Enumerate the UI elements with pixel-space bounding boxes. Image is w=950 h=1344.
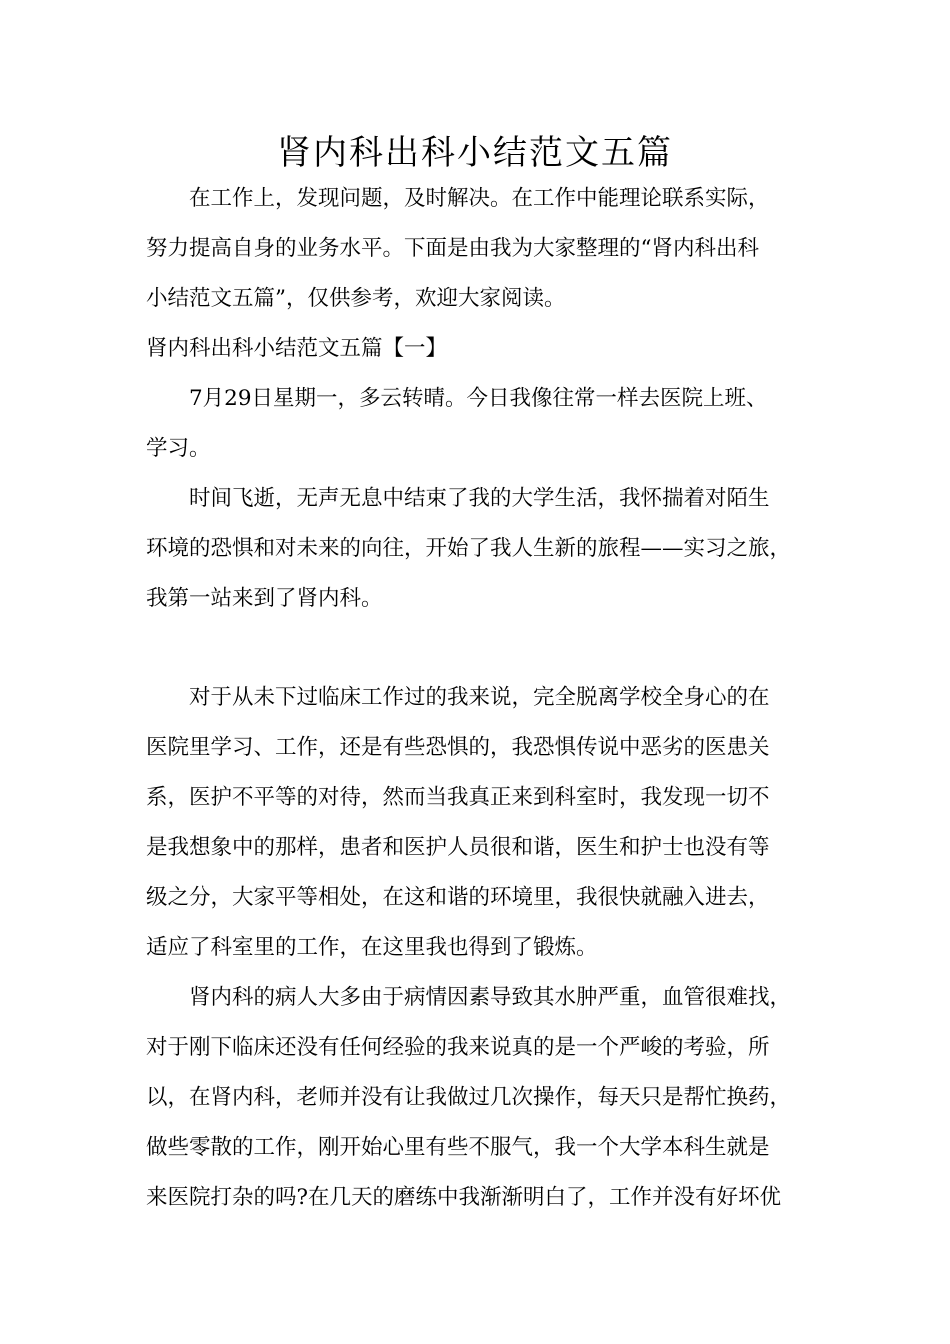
paragraph-line: 系，医护不平等的对待，然而当我真正来到科室时，我发现一切不: [146, 785, 770, 810]
paragraph-line: 我第一站来到了肾内科。: [146, 586, 383, 611]
paragraph-line: 小结范文五篇”，仅供参考，欢迎大家阅读。: [146, 286, 566, 311]
paragraph-line: 肾内科的病人大多由于病情因素导致其水肿严重，血管很难找，: [189, 985, 792, 1010]
paragraph-line: 医院里学习、工作，还是有些恐惧的，我恐惧传说中恶劣的医患关: [146, 735, 770, 760]
paragraph-line: 以，在肾内科，老师并没有让我做过几次操作，每天只是帮忙换药，: [146, 1085, 792, 1110]
paragraph-line: 做些零散的工作，刚开始心里有些不服气，我一个大学本科生就是: [146, 1135, 770, 1160]
paragraph-line: 适应了科室里的工作，在这里我也得到了锻炼。: [146, 935, 598, 960]
paragraph-line: 努力提高自身的业务水平。下面是由我为大家整理的“肾内科出科: [146, 236, 759, 261]
paragraph-line: 是我想象中的那样，患者和医护人员很和谐，医生和护士也没有等: [146, 835, 770, 860]
paragraph-line: 学习。: [146, 436, 211, 461]
paragraph-line: 环境的恐惧和对未来的向往，开始了我人生新的旅程——实习之旅，: [146, 536, 792, 561]
paragraph-line: 级之分，大家平等相处，在这和谐的环境里，我很快就融入进去，: [146, 885, 770, 910]
paragraph-line: 在工作上，发现问题，及时解决。在工作中能理论联系实际，: [189, 186, 770, 211]
paragraph-line: 来医院打杂的吗?在几天的磨练中我渐渐明白了，工作并没有好坏优: [146, 1185, 782, 1210]
document-title: 肾内科出科小结范文五篇: [277, 133, 673, 173]
paragraph-line: 对于刚下临床还没有任何经验的我来说真的是一个严峻的考验，所: [146, 1035, 770, 1060]
paragraph-line: 时间飞逝，无声无息中结束了我的大学生活，我怀揣着对陌生: [189, 486, 770, 511]
paragraph-line: 7月29日星期一，多云转晴。今日我像往常一样去医院上班、: [189, 386, 768, 411]
paragraph-line: 对于从未下过临床工作过的我来说，完全脱离学校全身心的在: [189, 685, 770, 710]
section-heading: 肾内科出科小结范文五篇【一】: [146, 336, 448, 361]
